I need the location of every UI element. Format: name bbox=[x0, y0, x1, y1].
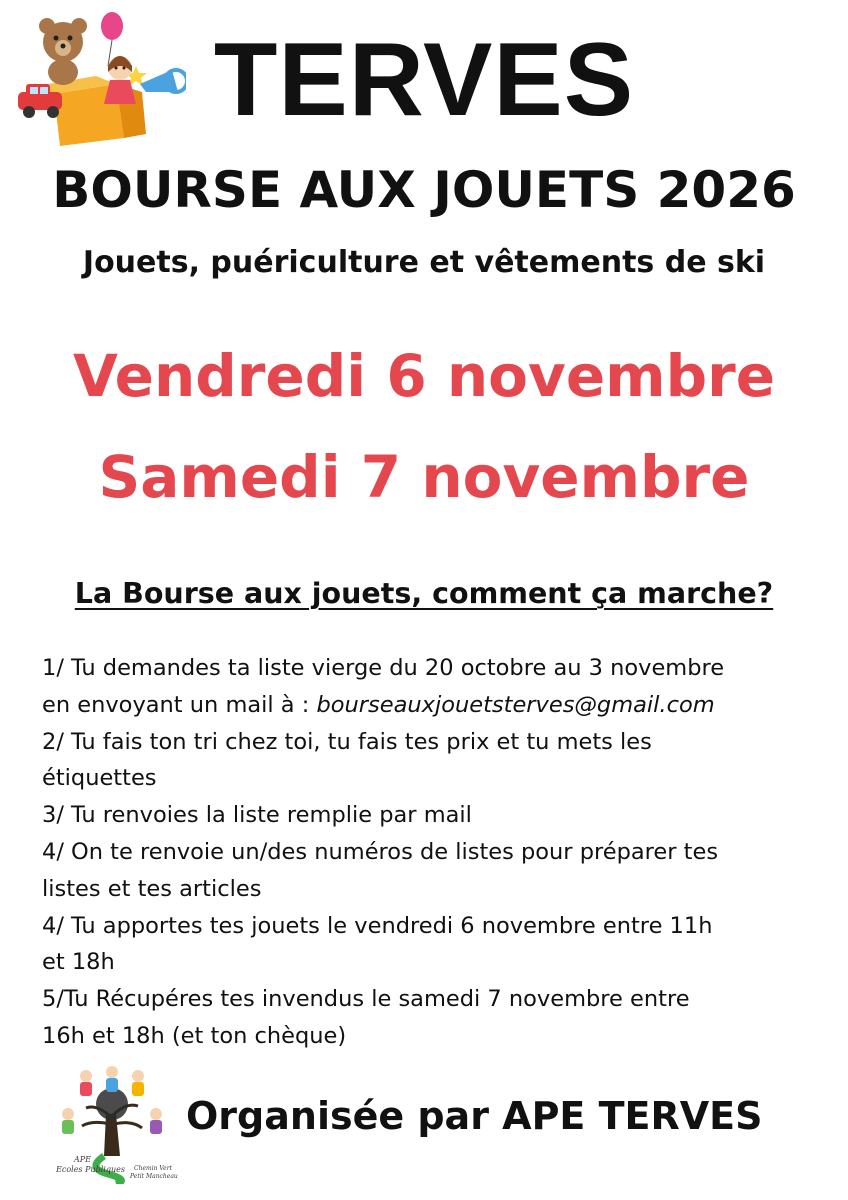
step-line: 1/ Tu demandes ta liste vierge du 20 octobre au 3 novembre bbox=[42, 655, 725, 681]
steps-list bbox=[42, 650, 842, 1055]
step-line bbox=[42, 687, 842, 724]
event-subtitle: BOURSE AUX JOUETS 2026 bbox=[52, 161, 796, 219]
step-line: étiquettes bbox=[42, 765, 157, 792]
date-friday: Vendredi 6 novembre bbox=[72, 342, 776, 410]
step-line: listes et tes articles bbox=[42, 875, 262, 902]
step-line: 16h et 18h (et ton chèque) bbox=[42, 1022, 347, 1049]
logo-caption: Petit Mancheau bbox=[130, 1173, 178, 1180]
step-line-text: en envoyant un mail à : bbox=[42, 691, 317, 718]
step-line: 4/ Tu apportes tes jouets le vendredi 6 novembre entre 11h bbox=[42, 912, 713, 939]
page-title: TERVES bbox=[213, 22, 635, 138]
date-saturday: Samedi 7 novembre bbox=[98, 443, 750, 511]
step-line: 4/ On te renvoie un/des numéros de listes pour préparer tes bbox=[42, 838, 719, 865]
ape-logo bbox=[46, 1064, 178, 1184]
step-line: 2/ Tu fais ton tri chez toi, tu fais tes prix et tu mets les bbox=[42, 728, 652, 755]
howto-heading: La Bourse aux jouets, comment ça marche? bbox=[74, 577, 774, 610]
logo-caption: Ecoles Publiques bbox=[56, 1165, 125, 1174]
step-line: 3/ Tu renvoies la liste remplie par mail bbox=[42, 802, 472, 829]
step-line: 5/Tu Récupéres tes invendus le samedi 7 novembre entre bbox=[42, 986, 690, 1013]
logo-caption: Chemin Vert bbox=[134, 1165, 172, 1172]
logo-caption: APE bbox=[74, 1155, 91, 1164]
step-line: et 18h bbox=[42, 949, 115, 976]
organizer-text: Organisée par APE TERVES bbox=[186, 1094, 763, 1138]
contact-email: bourseauxjouetsterves@gmail.com bbox=[316, 691, 715, 718]
event-tagline: Jouets, puériculture et vêtements de ski bbox=[82, 245, 766, 280]
